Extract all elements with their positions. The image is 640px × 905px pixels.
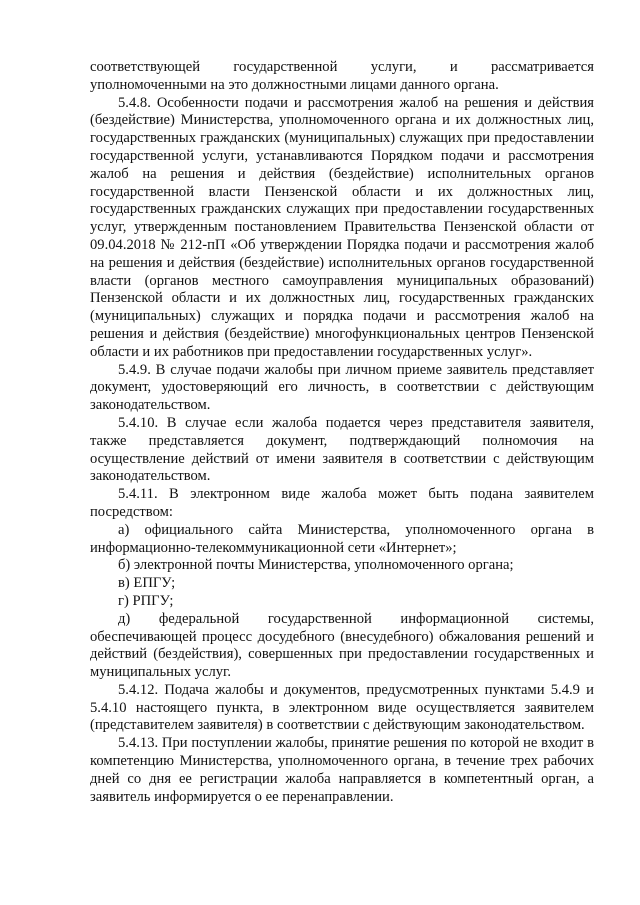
list-item-g: г) РПГУ; xyxy=(118,592,174,609)
list-item-d: д) федеральной государственной информационной системы, обеспечивающей процесс досудебного (внесудебного) обжалования решений и действий (бездействия), совершенных при предоставлении государственных и муниципальных услуг. xyxy=(90,610,594,681)
list-item-a: а) официального сайта Министерства, уполномоченного органа в информационно-телекоммуникационной сети «Интернет»; xyxy=(90,521,594,556)
paragraph-5-4-10: 5.4.10. В случае если жалоба подается через представителя заявителя, также представляется документ, подтверждающий полномочия на осуществление действий от имени заявителя в соответствии с действующим законодательством. xyxy=(90,414,594,485)
list-item-v: в) ЕПГУ; xyxy=(118,575,176,592)
paragraph-5-4-11: 5.4.11. В электронном виде жалоба может быть подана заявителем посредством: xyxy=(90,486,594,520)
paragraph-5-4-13: 5.4.13. При поступлении жалобы, принятие решения по которой не входит в компетенцию Министерства, уполномоченного органа, в течение трех рабочих дней со дня ее регистрации жалоба направляется в компетентный орган, а заявитель информируется о ее перенаправлении. xyxy=(90,735,594,805)
paragraph-5-4-8: 5.4.8. Особенности подачи и рассмотрения жалоб на решения и действия (бездействие) Министерства, уполномоченного органа и их должностных лиц, государственных гражданских (муниципальных) служащих при предоставлении государственной услуги, устанавливаются Порядком подачи и рассмотрения жалоб на решения и действия (бездействие) исполнительных органов государственной власти Пензенской области и их должностных лиц, государственных гражданских служащих при предоставлении государственных услуг, утвержденным постановлением Правительства Пензенской области от 09.04.2018 № 212-пП «Об утверждении Порядка подачи и рассмотрения жалоб на решения и действия (бездействие) исполнительных органов государственной власти (органов местного самоуправления муниципальных образований) Пензенской области и их должностных лиц, государственных гражданских (муниципальных) служащих и порядка подачи и рассмотрения жалоб на решения и действия (бездействие) многофункциональных центров Пензенской области и их работников при предоставлении государственных услуг». xyxy=(90,94,594,360)
list-item-b: б) электронной почты Министерства, уполномоченного органа; xyxy=(118,557,514,574)
paragraph-5-4-9: 5.4.9. В случае подачи жалобы при личном приеме заявитель представляет документ, удостоверяющий его личность, в соответствии с действующим законодательством. xyxy=(90,361,594,414)
paragraph-continuation: соответствующей государственной услуги, и рассматривается уполномоченными на это должностными лицами данного органа. xyxy=(90,59,594,93)
document-body xyxy=(90,59,594,806)
paragraph-5-4-12: 5.4.12. Подача жалобы и документов, предусмотренных пунктами 5.4.9 и 5.4.10 настоящего пункта, в электронном виде осуществляется заявителем (представителем заявителя) в соответствии с действующим законодательством. xyxy=(90,681,594,734)
